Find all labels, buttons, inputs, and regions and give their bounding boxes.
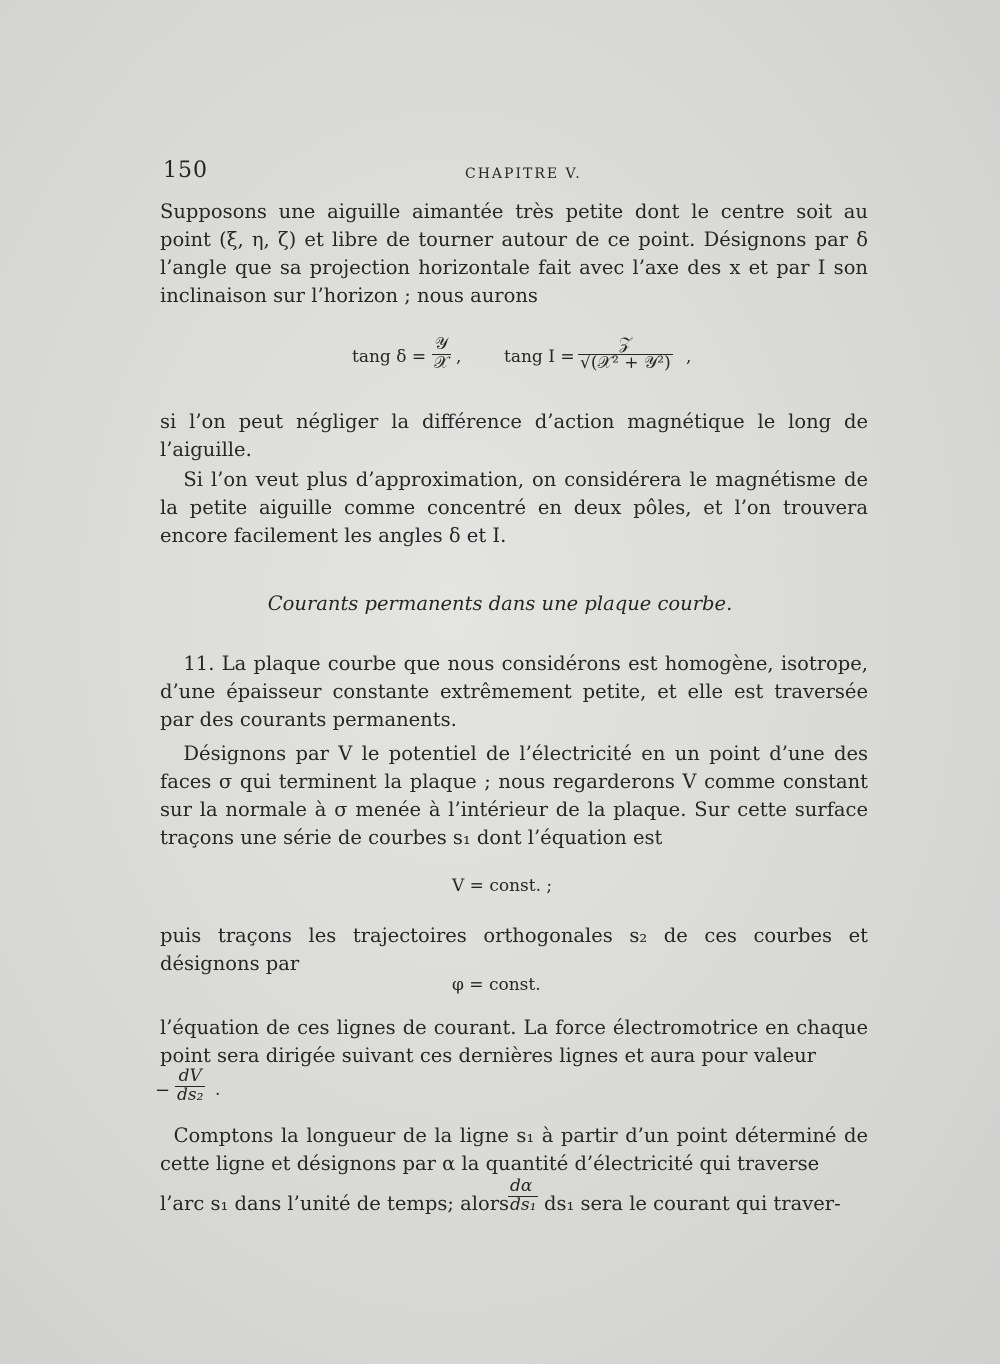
- formula-force: [155, 1068, 235, 1116]
- formula-separator: ,: [456, 347, 462, 367]
- paragraph-longueur: Comptons la longueur de la ligne s₁ à partir d’un point déterminé de cette ligne et désignons par α la quantité d’électricité qui traverse: [160, 1124, 868, 1175]
- paragraph-trajectoires: puis traçons les trajectoires orthogonales s₂ de ces courbes et désignons par: [160, 924, 868, 975]
- fraction-numerator: dα: [510, 1176, 533, 1196]
- fraction-numerator: 𝒴: [434, 334, 448, 354]
- text-arc-end: ds₁ sera le courant qui traver-: [544, 1192, 841, 1215]
- paragraph-aiguille: Supposons une aiguille aimantée très petite dont le centre soit au point (ξ, η, ζ) et libre de tourner autour de ce point. Désignons par δ l’angle que sa projection horizontale fait avec l’axe des x et par I son inclinaison sur l’horizon ; nous aurons: [160, 200, 868, 307]
- paragraph-approximation: Si l’on veut plus d’approximation, on considérera le magnétisme de la petite aiguille comme concentré en deux pôles, et l’on trouvera encore facilement les angles δ et I.: [160, 468, 868, 547]
- fraction-denominator: ds₁: [510, 1194, 537, 1215]
- chapter-title: CHAPITRE V.: [465, 166, 582, 182]
- paragraph-lignes-courant: l’équation de ces lignes de courant. La force électromotrice en chaque point sera dirigée suivant ces dernières lignes et aura pour valeur: [160, 1016, 868, 1067]
- paragraph-potentiel: Désignons par V le potentiel de l’électricité en un point d’une des faces σ qui terminent la plaque ; nous regarderons V comme constant sur la normale à σ menée à l’intérieur de la plaque. Sur cette surface traçons une série de courbes s₁ dont l’équation est: [160, 742, 868, 849]
- fraction-y-over-x: [432, 336, 451, 373]
- formula-minus: −: [155, 1080, 171, 1101]
- equation-phi-const: φ = const.: [452, 975, 541, 995]
- formula-period: .: [215, 1080, 221, 1100]
- text-arc-start: l’arc s₁ dans l’unité de temps; alors: [160, 1192, 510, 1215]
- formula-tang: [352, 336, 692, 398]
- section-heading: Courants permanents dans une plaque courbe.: [267, 592, 733, 615]
- fraction-numerator: 𝒵: [618, 334, 632, 354]
- formula-end: ,: [686, 347, 692, 367]
- paragraph-arc: [160, 1178, 868, 1234]
- paragraph-plaque: 11. La plaque courbe que nous considérons est homogène, isotrope, d’une épaisseur constante extrêmement petite, et elle est traversée par des courants permanents.: [160, 652, 868, 731]
- formula-lhs-delta: tang δ =: [352, 347, 427, 367]
- page-number: 150: [163, 158, 208, 183]
- fraction-denominator: 𝒳: [434, 352, 449, 373]
- formula-lhs-inclination: tang I =: [504, 347, 575, 367]
- fraction-denominator: ds₂: [177, 1084, 204, 1105]
- fraction-dalpha-ds1: [508, 1178, 538, 1215]
- fraction-dv-ds2: [175, 1068, 205, 1105]
- fraction-denominator: √(𝒳² + 𝒴²): [580, 352, 671, 373]
- equation-v-const: V = const. ;: [452, 876, 553, 896]
- fraction-numerator: dV: [178, 1066, 202, 1086]
- running-header: [163, 158, 868, 188]
- paragraph-negliger: si l’on peut négliger la différence d’action magnétique le long de l’aiguille.: [160, 410, 868, 461]
- fraction-z-over-root: [578, 336, 673, 373]
